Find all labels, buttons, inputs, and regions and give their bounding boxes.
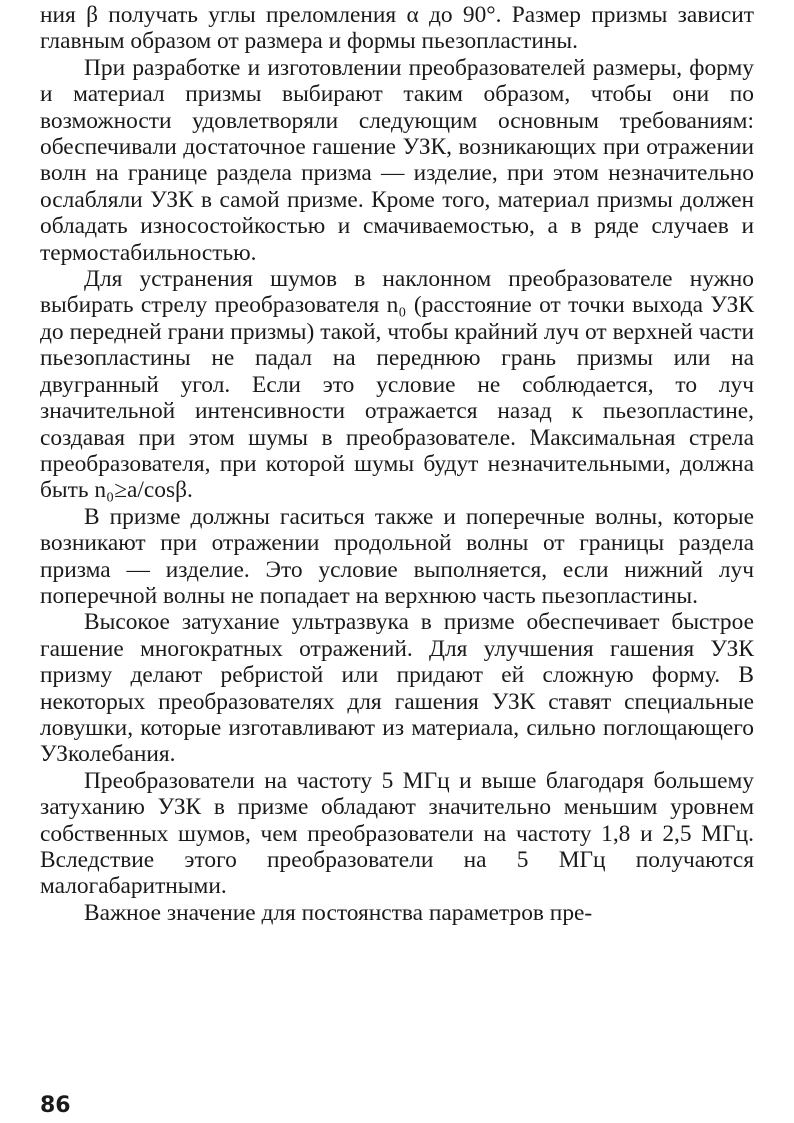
- paragraph-important-value: Важное значение для постоянства параметров пре-: [84, 899, 593, 926]
- page-body: [40, 2, 754, 926]
- paragraph-frequency: Преобразователи на частоту 5 МГц и выше благодаря большему затуханию УЗК в призме обладают значительно меньшим уровнем собственных шумов, чем преобразователи на частоту 1,8 и 2,5 МГц. Вследствие этого преобразователи на 5 МГц получаются малогабаритными.: [40, 767, 754, 900]
- paragraph-attenuation: Высокое затухание ультразвука в призме обеспечивает быстрое гашение многократных отражений. Для улучшения гашения УЗК призму делают ребристой или придают ей сложную форму. В некоторых преобразователях для гашения УЗК ставят специальные ловушки, которые изготавливают из материала, сильно поглощающего УЗколебания.: [40, 609, 754, 768]
- paragraph-transverse-waves: В призме должны гаситься также и поперечные волны, которые возникают при отражении продольной волны от границы раздела призма — изделие. Это условие выполняется, если нижний луч поперечной волны не попадает на верхнюю часть пьезопластины.: [40, 503, 754, 609]
- page-number: 86: [40, 1093, 71, 1118]
- paragraph-prism-requirements: При разработке и изготовлении преобразователей размеры, форму и материал призмы выбирают таким образом, чтобы они по возможности удовлетворяли следующим основным требованиям: обеспечивали достаточное гашение УЗК, возникающих при отражении волн на границе раздела призма — изделие, при этом незначительно ослабляли УЗК в самой призме. Кроме того, материал призмы должен обладать износостойкостью и смачиваемостью, а в ряде случаев и термостабильностью.: [40, 54, 754, 266]
- paragraph-noise-elimination: Для устранения шумов в наклонном преобразователе нужно выбирать стрелу преобразователя n₀ (расстояние от точки выхода УЗК до передней грани призмы) такой, чтобы крайний луч от верхней части пьезопластины не падал на переднюю грань призмы или на двугранный угол. Если это условие не соблюдается, то луч значительной интенсивности отражается назад к пьезопластине, создавая при этом шумы в преобразователе. Максимальная стрела преобразователя, при которой шумы будут незначительными, должна быть n₀≥a/cosβ.: [40, 266, 754, 504]
- paragraph-continuation: ния β получать углы преломления α до 90°. Размер призмы зависит главным образом от размера и формы пьезопластины.: [40, 2, 754, 55]
